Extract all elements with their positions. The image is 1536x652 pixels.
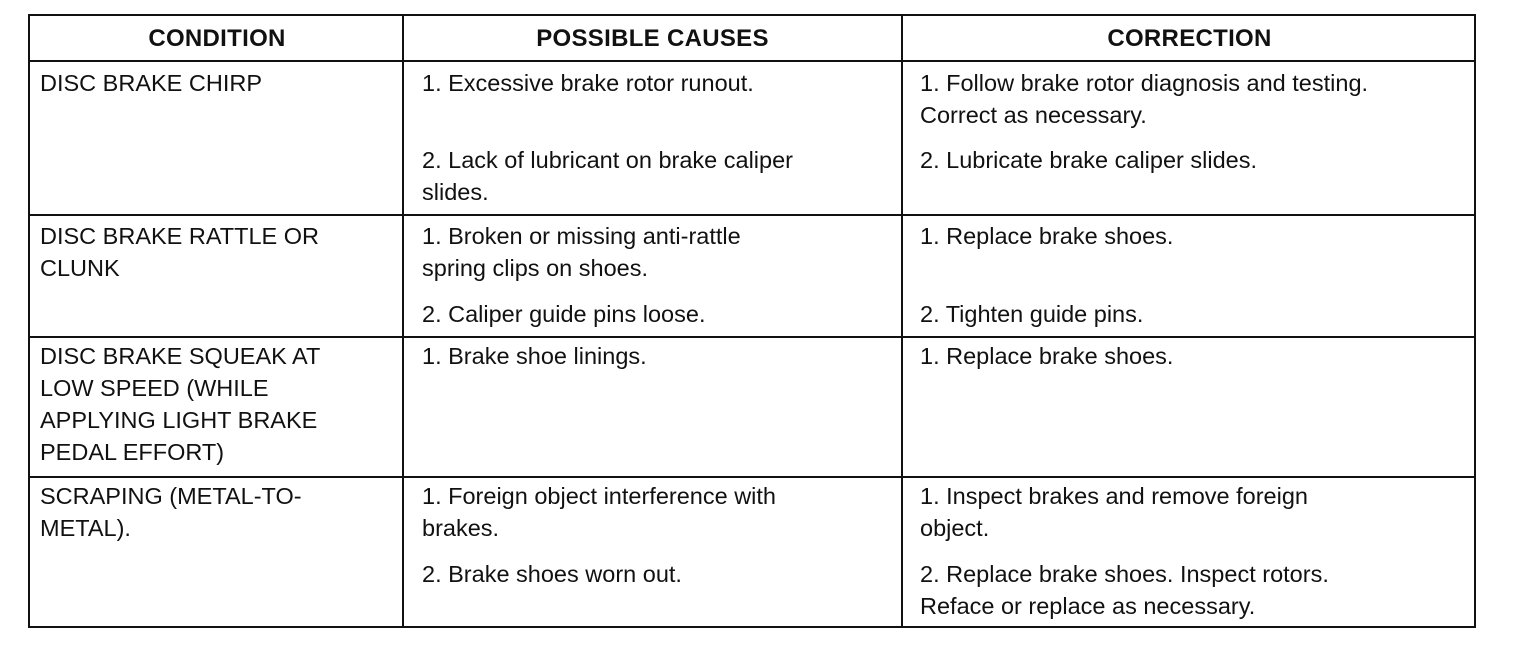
cause-cell: 2. Brake shoes worn out.: [422, 561, 682, 587]
cause-cell: 1. Excessive brake rotor runout.: [422, 70, 754, 96]
cause-cell: 2. Caliper guide pins loose.: [422, 301, 706, 327]
correction-cell: 1. Replace brake shoes.: [920, 223, 1174, 249]
header-correction: CORRECTION: [1107, 25, 1272, 52]
condition-cell: DISC BRAKE SQUEAK AT LOW SPEED (WHILE APPLYING LIGHT BRAKE PEDAL EFFORT): [40, 343, 321, 465]
column-divider: [901, 16, 903, 626]
row-divider: [30, 476, 1474, 478]
diagnosis-table: [28, 14, 1476, 628]
correction-cell: 1. Inspect brakes and remove foreign object.: [920, 483, 1308, 541]
condition-cell: DISC BRAKE CHIRP: [40, 70, 262, 96]
header-possible-causes: POSSIBLE CAUSES: [536, 25, 769, 52]
cause-cell: 1. Broken or missing anti-rattle spring clips on shoes.: [422, 223, 741, 281]
condition-cell: DISC BRAKE RATTLE OR CLUNK: [40, 223, 320, 281]
correction-cell: 2. Lubricate brake caliper slides.: [920, 147, 1258, 173]
cause-cell: 1. Brake shoe linings.: [422, 343, 647, 369]
row-divider: [30, 336, 1474, 338]
row-divider: [30, 214, 1474, 216]
correction-cell: 1. Replace brake shoes.: [920, 343, 1174, 369]
condition-cell: SCRAPING (METAL-TO- METAL).: [40, 483, 302, 541]
correction-cell: 2. Tighten guide pins.: [920, 301, 1144, 327]
column-divider: [402, 16, 404, 626]
correction-cell: 1. Follow brake rotor diagnosis and testing. Correct as necessary.: [920, 70, 1369, 128]
cause-cell: 1. Foreign object interference with brakes.: [422, 483, 776, 541]
header-condition: CONDITION: [148, 25, 286, 52]
cause-cell: 2. Lack of lubricant on brake caliper slides.: [422, 147, 793, 205]
correction-cell: 2. Replace brake shoes. Inspect rotors. Reface or replace as necessary.: [920, 561, 1329, 619]
